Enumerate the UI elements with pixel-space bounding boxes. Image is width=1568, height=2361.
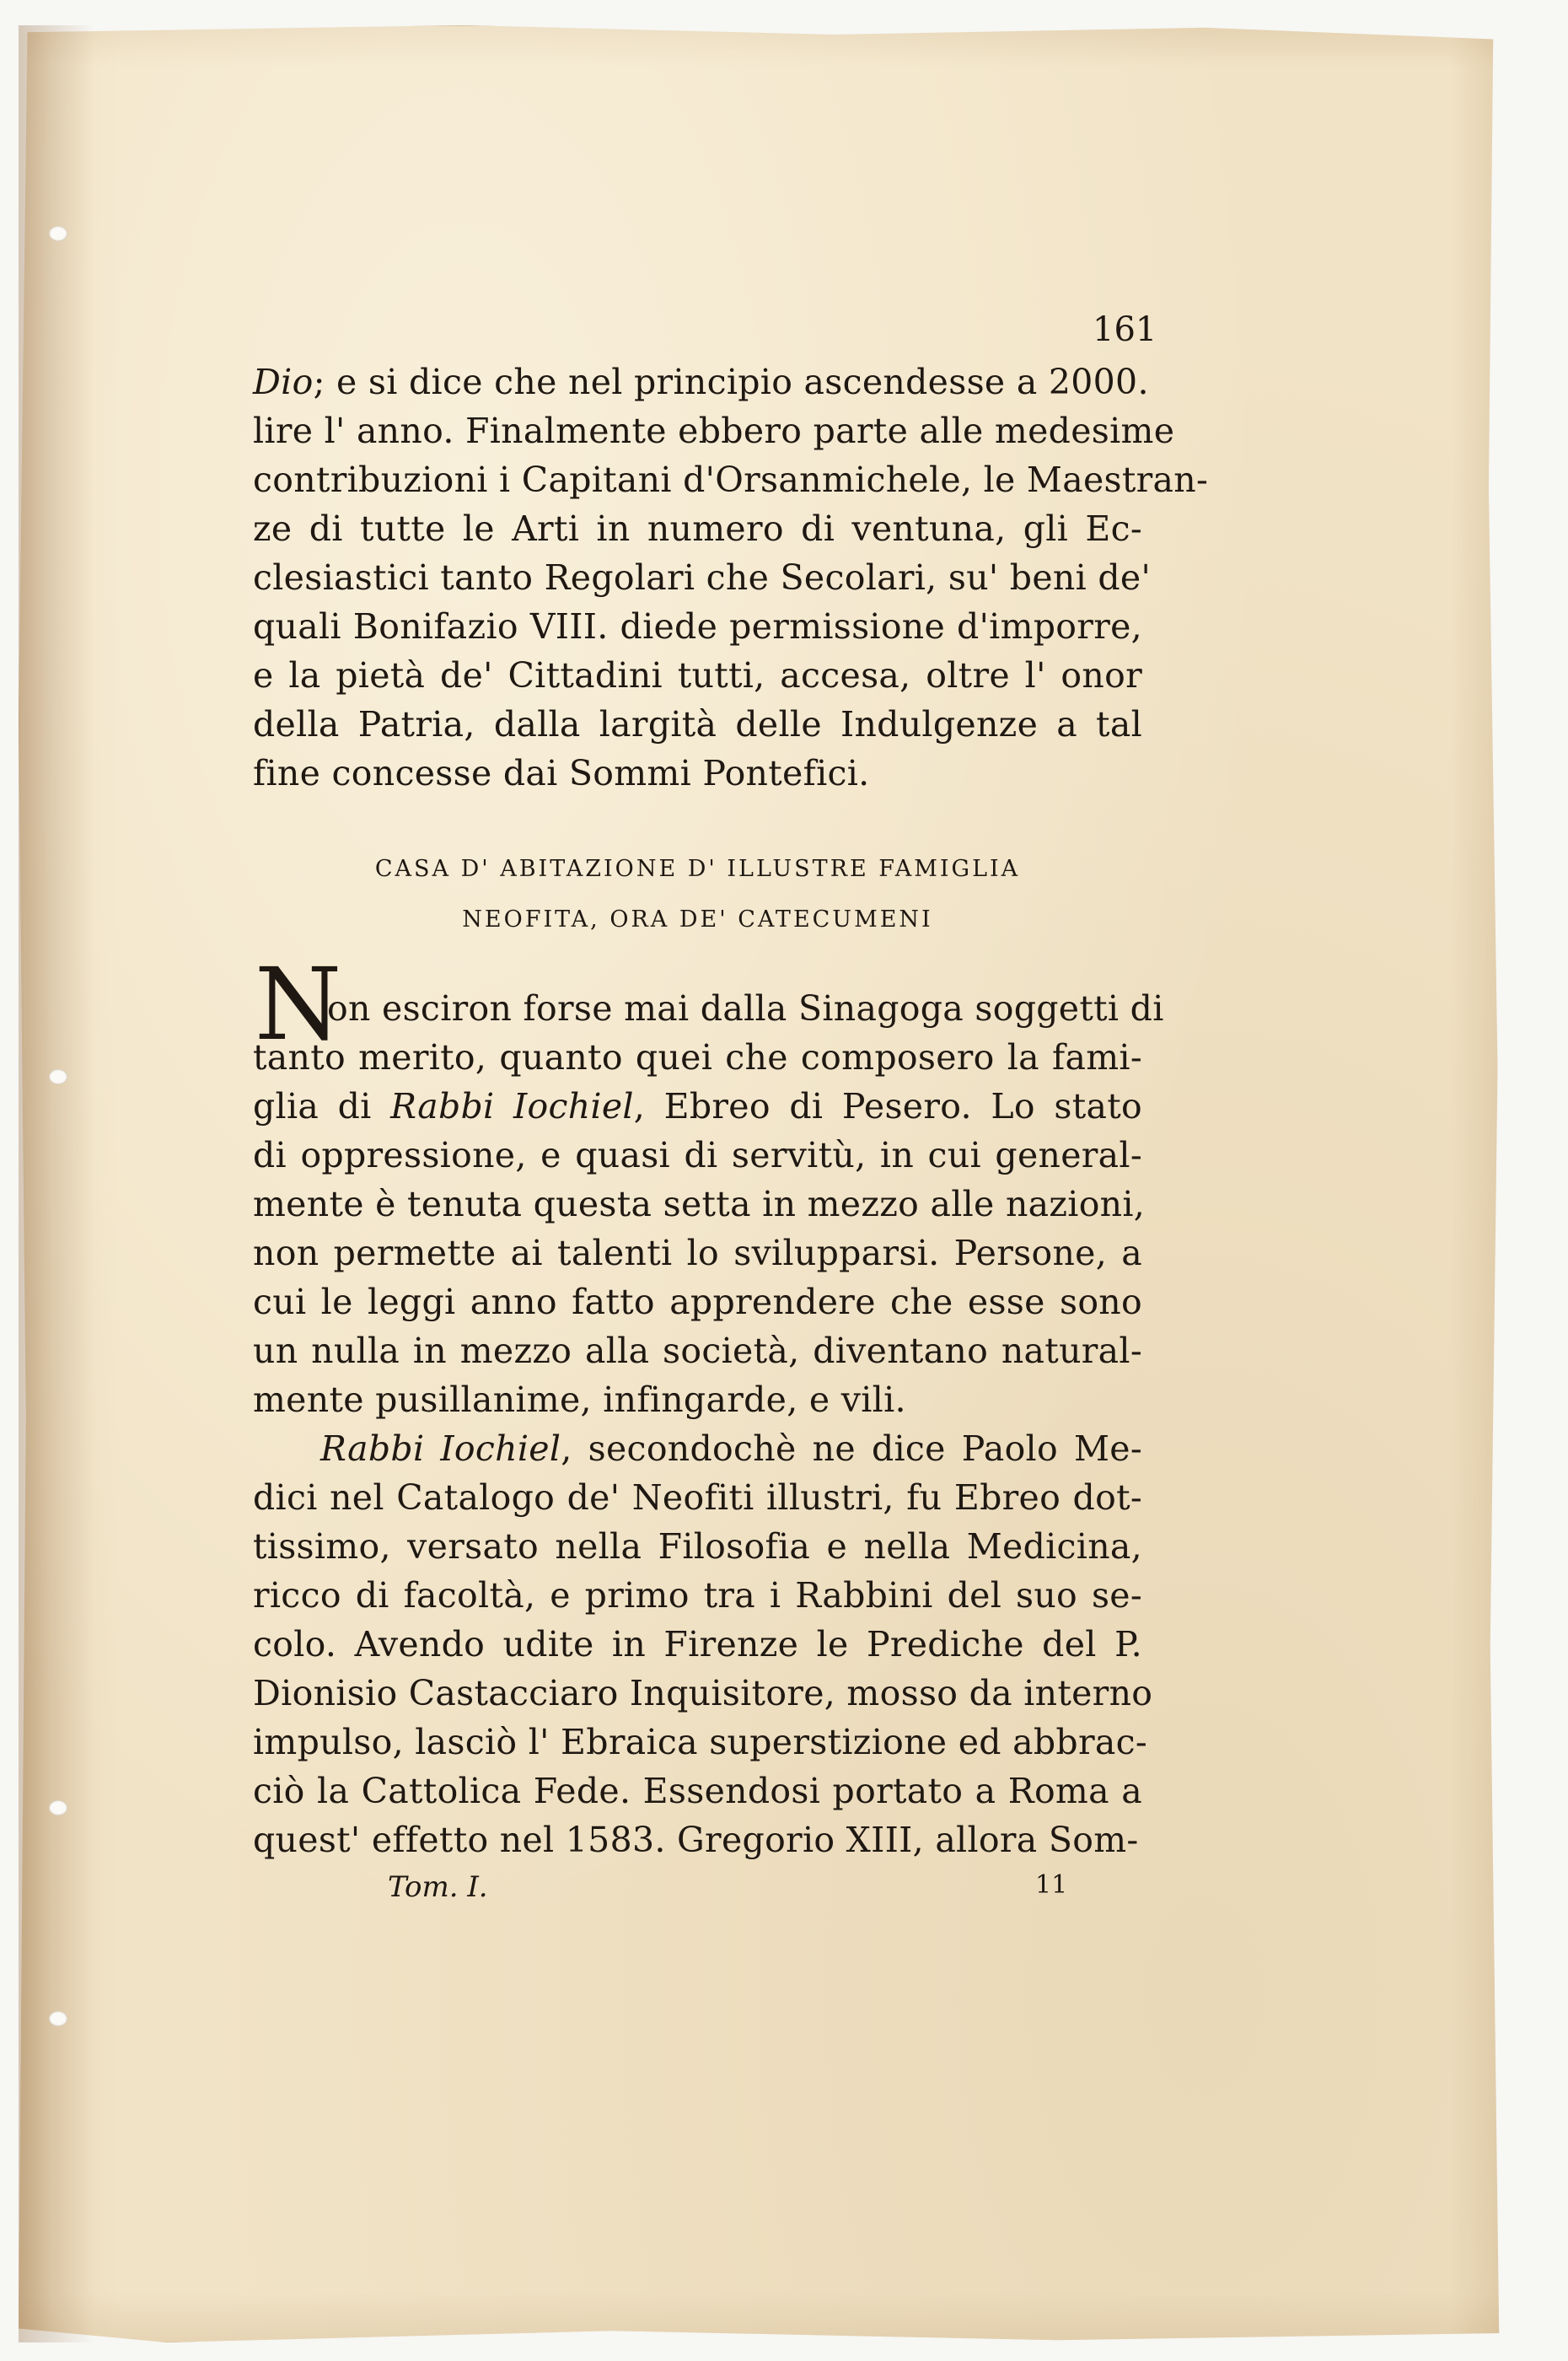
text-line <box>253 1132 1142 1179</box>
line-text: ciò la Cattolica Fede. Essendosi portato a Roma a <box>253 1771 1142 1811</box>
line-text: quali Bonifazio VIII. diede permissione d'imporre, <box>253 606 1142 647</box>
line-text: tanto merito, quanto quei che composero la fami- <box>253 1037 1142 1078</box>
text-line <box>253 750 1142 797</box>
text-line <box>327 985 1164 1032</box>
sewing-hole <box>49 226 67 241</box>
text-line <box>253 701 1142 748</box>
text-line <box>253 1327 1142 1374</box>
sewing-hole <box>49 2011 67 2026</box>
text-line <box>253 456 1209 503</box>
footer-volume: Tom. I. <box>388 1870 488 1904</box>
line-text: clesiastici tanto Regolari che Secolari, su' beni de' <box>253 557 1152 598</box>
text-line <box>253 603 1142 650</box>
line-text: e la pietà de' Cittadini tutti, accesa, oltre l' onor <box>253 655 1142 696</box>
line-italic-text: Rabbi Iochiel <box>390 1086 634 1127</box>
line-text: ; e si dice che nel principio ascendesse a 2000. <box>313 362 1149 402</box>
drop-cap: N <box>255 946 342 1062</box>
line-text: ricco di facoltà, e primo tra i Rabbini del suo se- <box>253 1575 1142 1616</box>
line-text: glia di <box>253 1086 391 1127</box>
binding-gutter <box>19 25 94 2342</box>
line-text: fine concesse dai Sommi Pontefici. <box>253 753 870 793</box>
text-line <box>253 358 1149 406</box>
text-line <box>253 1767 1142 1815</box>
footer-signature: 11 <box>1035 1870 1068 1900</box>
line-text: lire l' anno. Finalmente ebbero parte alle medesime <box>253 411 1175 451</box>
text-line <box>320 1425 1142 1472</box>
sewing-hole <box>49 1800 67 1815</box>
text-line <box>253 554 1152 601</box>
line-text: contribuzioni i Capitani d'Orsanmichele, le Maestran- <box>253 460 1209 500</box>
text-line <box>253 1816 1142 1864</box>
line-text: cui le leggi anno fatto apprendere che esse sono <box>253 1282 1142 1322</box>
line-text: quest' effetto nel 1583. Gregorio XIII, allora Som- <box>253 1820 1139 1860</box>
sewing-hole <box>49 1069 67 1084</box>
line-text: un nulla in mezzo alla società, diventano natural- <box>253 1331 1142 1371</box>
line-italic-text: Dio <box>253 362 314 402</box>
text-line <box>253 1572 1142 1619</box>
line-text: , Ebreo di Pesero. Lo stato <box>633 1086 1142 1127</box>
line-text: Dionisio Castacciaro Inquisitore, mosso da interno <box>253 1673 1153 1713</box>
line-text: ze di tutte le Arti in numero di ventuna, gli Ec- <box>253 508 1142 549</box>
text-line <box>253 1670 1153 1717</box>
line-text: di oppressione, e quasi di servitù, in cui general- <box>253 1135 1142 1175</box>
section-heading-line-1: CASA D' ABITAZIONE D' ILLUSTRE FAMIGLIA <box>374 856 1021 882</box>
line-text: on esciron forse mai dalla Sinagoga soggetti di <box>327 988 1164 1029</box>
text-line <box>253 1034 1142 1081</box>
text-line <box>253 652 1142 699</box>
text-line <box>253 1621 1142 1668</box>
line-text: colo. Avendo udite in Firenze le Prediche del P. <box>253 1624 1142 1665</box>
line-text: mente pusillanime, infingarde, e vili. <box>253 1379 906 1420</box>
line-text: impulso, lasciò l' Ebraica superstizione ed abbrac- <box>253 1722 1148 1762</box>
text-line <box>253 1376 1142 1423</box>
line-italic-text: Rabbi Iochiel <box>320 1428 561 1469</box>
text-line <box>253 1083 1142 1130</box>
text-line <box>253 1278 1142 1326</box>
text-line <box>253 1229 1142 1277</box>
line-text: della Patria, dalla largità delle Indulgenze a tal <box>253 704 1142 745</box>
line-text: dici nel Catalogo de' Neofiti illustri, fu Ebreo dot- <box>253 1477 1142 1518</box>
line-text: , secondochè ne dice Paolo Me- <box>561 1428 1143 1469</box>
line-text: non permette ai talenti lo svilupparsi. Persone, a <box>253 1233 1142 1273</box>
line-text: mente è tenuta questa setta in mezzo alle nazioni, <box>253 1184 1146 1224</box>
text-line <box>253 407 1175 454</box>
text-line <box>253 505 1142 552</box>
text-line <box>253 1523 1142 1570</box>
page-number: 161 <box>1093 310 1157 349</box>
text-line <box>253 1474 1142 1521</box>
line-text: tissimo, versato nella Filosofia e nella Medicina, <box>253 1526 1142 1567</box>
section-heading-line-2: NEOFITA, ORA DE' CATECUMENI <box>462 906 933 933</box>
text-line <box>253 1718 1148 1766</box>
text-line <box>253 1180 1146 1228</box>
